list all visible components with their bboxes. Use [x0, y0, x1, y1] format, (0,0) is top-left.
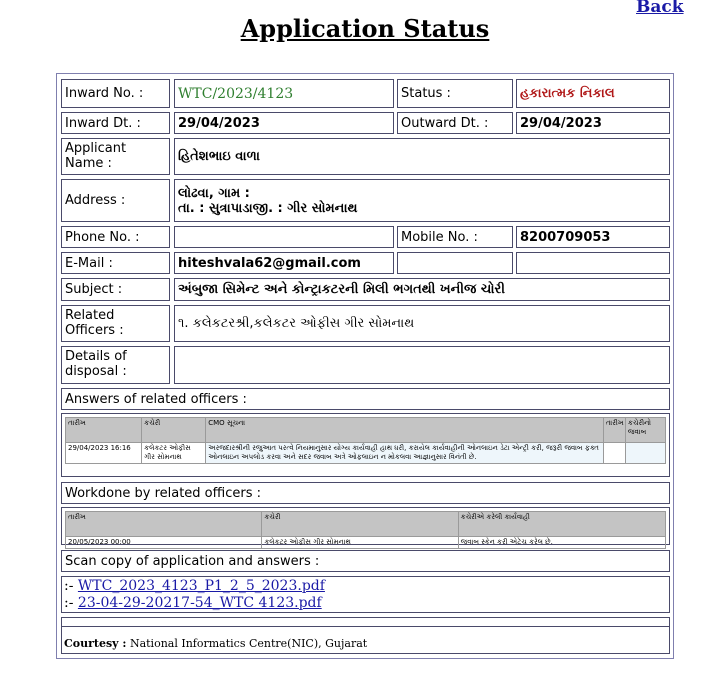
answers-header-reply: કચેરીનો જવાબ	[625, 418, 665, 443]
courtesy-label: Courtesy :	[64, 637, 127, 650]
address-label: Address :	[61, 179, 170, 222]
answer-cmo-note: અરજદારશ્રીની રજુઆત પરત્વે નિયમાનુસાર યોગ્ય કાર્યવાહી હાથ ધરી, કરાયેલ કાર્યવાહીની ઓનલાઇન ડેટા એન્ટ્રી કરી, જરૂરી જવાબ ફક્ત ઓનલાઇન અપલોડ કરવા અને સદર જવાબ અત્રે ઓફલાઇન ન મોકલવા આજ્ઞાનુસાર વિનંતી છે.	[206, 443, 604, 464]
back-link[interactable]: Back	[636, 0, 684, 17]
mobile-value: 8200709053	[516, 226, 670, 248]
mobile-label: Mobile No. :	[397, 226, 513, 248]
answers-header-date2: તારીખ	[603, 418, 625, 443]
related-officers-label: Related Officers :	[61, 305, 170, 342]
answers-header-cmo: CMO સૂચના	[206, 418, 604, 443]
answers-header-office: કચેરી	[142, 418, 206, 443]
outward-date-label: Outward Dt. :	[397, 112, 513, 134]
workdone-table-container	[61, 507, 670, 545]
address-value	[174, 179, 670, 222]
empty-cell	[516, 252, 670, 274]
file-prefix: :-	[64, 595, 74, 611]
table-row	[66, 537, 666, 549]
subject-label: Subject :	[61, 278, 170, 301]
phone-label: Phone No. :	[61, 226, 170, 248]
disposal-details-label: Details of disposal :	[61, 346, 170, 384]
workdone-office: કલેકટર ઓફીસ ગીર સોમનાથ	[262, 537, 458, 549]
empty-cell	[397, 252, 513, 274]
courtesy-text: National Informatics Centre(NIC), Gujarat	[126, 637, 368, 650]
inward-no-label: Inward No. :	[61, 79, 170, 108]
page-title: Application Status	[240, 14, 490, 43]
workdone-section-heading: Workdone by related officers :	[61, 482, 670, 504]
courtesy-line	[64, 637, 367, 650]
outward-date-value: 29/04/2023	[516, 112, 670, 134]
file-prefix: :-	[64, 578, 74, 594]
status-label: Status :	[397, 79, 513, 108]
applicant-name-label: Applicant Name :	[61, 138, 170, 175]
address-line-2: તા. : સુત્રાપાડાજી. : ગીર સોમનાથ	[178, 200, 358, 216]
inward-date-label: Inward Dt. :	[61, 112, 170, 134]
footer-box	[61, 617, 670, 654]
applicant-name-value: હિતેશભાઇ વાળા	[174, 138, 670, 175]
workdone-header-action: કચેરીએ કરેલી કાર્યવાહી	[458, 512, 665, 537]
inward-date-value: 29/04/2023	[174, 112, 394, 134]
workdone-date: 20/05/2023 00:00	[66, 537, 262, 549]
table-row	[66, 443, 666, 464]
answers-header-date: તારીખ	[66, 418, 142, 443]
list-item	[64, 578, 667, 595]
answer-office: કલેકટર ઓફીસ ગીર સોમનાથ	[142, 443, 206, 464]
scan-file-link[interactable]: WTC_2023_4123_P1_2_5_2023.pdf	[77, 578, 325, 594]
scan-file-link[interactable]: 23-04-29-20217-54_WTC 4123.pdf	[77, 595, 322, 611]
answers-section-heading: Answers of related officers :	[61, 388, 670, 410]
inward-no-value: WTC/2023/4123	[174, 79, 394, 108]
scan-file-list	[61, 576, 670, 613]
phone-value	[174, 226, 394, 248]
answer-date2	[603, 443, 625, 464]
answers-table	[65, 417, 666, 464]
scan-section-heading: Scan copy of application and answers :	[61, 550, 670, 572]
footer-divider	[62, 626, 669, 627]
workdone-header-date: તારીખ	[66, 512, 262, 537]
subject-value: અંબુજા સિમેન્ટ અને કોન્ટ્રાકટરની મિલી ભગતથી ખનીજ ચોરી	[174, 278, 670, 301]
status-value: હકારાત્મક નિકાલ	[516, 79, 670, 108]
disposal-details-value	[174, 346, 670, 384]
workdone-action: જવાબ સ્કેન કરી એટેચ કરેલ છે.	[458, 537, 665, 549]
answer-reply	[625, 443, 665, 464]
address-line-1: લોઢવા, ગામ :	[178, 185, 250, 201]
list-item	[64, 595, 667, 612]
workdone-table	[65, 511, 666, 549]
workdone-header-office: કચેરી	[262, 512, 458, 537]
answers-table-container	[61, 413, 670, 477]
related-officers-value: ૧. કલેકટરશ્રી,કલેકટર ઓફીસ ગીર સોમનાથ	[174, 305, 670, 342]
email-value: hiteshvala62@gmail.com	[174, 252, 394, 274]
answer-date: 29/04/2023 16:16	[66, 443, 142, 464]
email-label: E-Mail :	[61, 252, 170, 274]
